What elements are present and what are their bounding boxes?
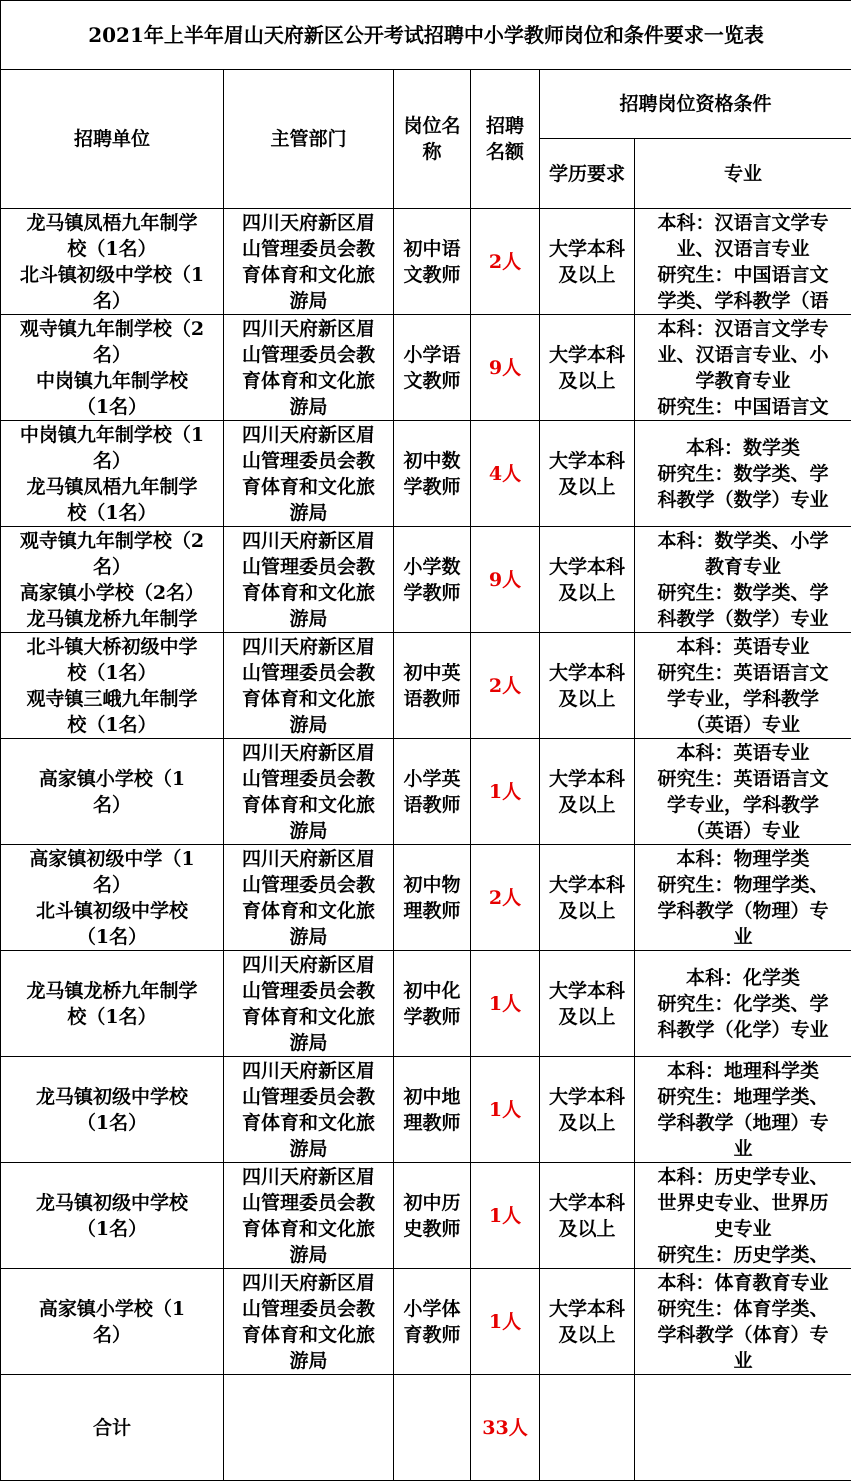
major-cell-line: 研究生：体育学类、 <box>635 1296 851 1322</box>
quota-cell <box>471 1163 540 1269</box>
unit-cell-line: 观寺镇九年制学校（2 <box>1 528 223 554</box>
education-cell-line: 及以上 <box>540 368 634 394</box>
unit-cell-line: （1名） <box>1 1110 223 1136</box>
education-cell-line: 大学本科 <box>540 872 634 898</box>
post-cell-line: 小学数 <box>394 554 470 580</box>
unit-cell-line: 高家镇小学校（2名） <box>1 580 223 606</box>
post-cell-line: 初中数 <box>394 448 470 474</box>
dept-cell-line: 山管理委员会教 <box>224 1296 393 1322</box>
education-cell-line: 及以上 <box>540 792 634 818</box>
major-cell-line: （英语）专业 <box>635 712 851 738</box>
education-cell-line: 及以上 <box>540 1004 634 1030</box>
education-cell-line: 大学本科 <box>540 236 634 262</box>
major-cell-line: 本科：物理学类 <box>635 846 851 872</box>
post-cell-line: 语教师 <box>394 792 470 818</box>
table-row <box>1 739 851 845</box>
dept-cell-line: 山管理委员会教 <box>224 978 393 1004</box>
dept-cell-line: 游局 <box>224 818 393 844</box>
education-cell-line: 及以上 <box>540 686 634 712</box>
dept-cell-line: 山管理委员会教 <box>224 342 393 368</box>
post-cell-line: 初中英 <box>394 660 470 686</box>
unit-cell-line: 校（1名） <box>1 236 223 262</box>
post-cell-line: 文教师 <box>394 368 470 394</box>
table-row <box>1 951 851 1057</box>
dept-cell <box>224 527 394 633</box>
unit-cell-line: 中岗镇九年制学校（1 <box>1 422 223 448</box>
dept-cell <box>224 633 394 739</box>
major-cell <box>635 739 851 845</box>
post-cell <box>394 951 471 1057</box>
quota-cell-value: 1人 <box>471 991 539 1017</box>
table-row <box>1 315 851 421</box>
major-cell-line: 研究生：物理学类、 <box>635 872 851 898</box>
unit-cell-line: 龙马镇龙桥九年制学 <box>1 978 223 1004</box>
post-cell <box>394 739 471 845</box>
dept-cell-line: 四川天府新区眉 <box>224 316 393 342</box>
quota-cell-value: 2人 <box>471 249 539 275</box>
major-cell-line: 研究生：地理学类、 <box>635 1084 851 1110</box>
dept-cell-line: 育体育和文化旅 <box>224 686 393 712</box>
dept-cell-line: 四川天府新区眉 <box>224 210 393 236</box>
dept-cell-line: 育体育和文化旅 <box>224 474 393 500</box>
education-cell-line: 大学本科 <box>540 660 634 686</box>
post-cell <box>394 633 471 739</box>
major-cell-line: 学教育专业 <box>635 368 851 394</box>
major-cell-line: 教育专业 <box>635 554 851 580</box>
quota-cell-value: 1人 <box>471 1309 539 1335</box>
total-quota: 33人 <box>471 1375 540 1481</box>
major-cell <box>635 527 851 633</box>
education-cell <box>540 315 635 421</box>
post-cell <box>394 1163 471 1269</box>
dept-cell <box>224 951 394 1057</box>
dept-cell-line: 四川天府新区眉 <box>224 1164 393 1190</box>
education-cell-line: 及以上 <box>540 580 634 606</box>
major-cell-line: 研究生：英语语言文 <box>635 766 851 792</box>
dept-cell-line: 育体育和文化旅 <box>224 792 393 818</box>
dept-cell-line: 四川天府新区眉 <box>224 528 393 554</box>
major-cell <box>635 1163 851 1269</box>
unit-cell <box>1 1269 224 1375</box>
unit-cell-line: 龙马镇龙桥九年制学 <box>1 606 223 632</box>
dept-cell-line: 山管理委员会教 <box>224 554 393 580</box>
education-cell <box>540 633 635 739</box>
unit-cell-line: 高家镇初级中学（1 <box>1 846 223 872</box>
page-title: 2021年上半年眉山天府新区公开考试招聘中小学教师岗位和条件要求一览表 <box>1 1 851 70</box>
dept-cell-line: 山管理委员会教 <box>224 1084 393 1110</box>
quota-cell-value: 4人 <box>471 461 539 487</box>
post-cell-line: 学教师 <box>394 580 470 606</box>
education-cell-line: 及以上 <box>540 1322 634 1348</box>
unit-cell <box>1 421 224 527</box>
dept-cell-line: 育体育和文化旅 <box>224 1110 393 1136</box>
dept-cell <box>224 315 394 421</box>
header-conditions: 招聘岗位资格条件 <box>540 70 851 139</box>
quota-cell <box>471 1269 540 1375</box>
quota-cell-value: 9人 <box>471 355 539 381</box>
unit-cell <box>1 845 224 951</box>
post-cell-line: 小学英 <box>394 766 470 792</box>
quota-cell <box>471 739 540 845</box>
quota-cell <box>471 633 540 739</box>
quota-cell-value: 2人 <box>471 885 539 911</box>
quota-cell-value: 1人 <box>471 779 539 805</box>
major-cell-line: 学科教学（地理）专 <box>635 1110 851 1136</box>
education-cell-line: 及以上 <box>540 1216 634 1242</box>
dept-cell-line: 游局 <box>224 1030 393 1056</box>
dept-cell-line: 山管理委员会教 <box>224 660 393 686</box>
unit-cell-line: 观寺镇三峨九年制学 <box>1 686 223 712</box>
table-row <box>1 1269 851 1375</box>
table-row <box>1 1163 851 1269</box>
post-cell-line: 育教师 <box>394 1322 470 1348</box>
header-post-line: 岗位名 <box>394 113 470 139</box>
unit-cell <box>1 1163 224 1269</box>
dept-cell <box>224 209 394 315</box>
dept-cell-line: 山管理委员会教 <box>224 1190 393 1216</box>
post-cell-line: 文教师 <box>394 262 470 288</box>
header-quota-line: 招聘 <box>471 113 539 139</box>
unit-cell-line: 名） <box>1 554 223 580</box>
unit-cell-line: 龙马镇凤梧九年制学 <box>1 474 223 500</box>
quota-cell <box>471 1057 540 1163</box>
table-row <box>1 1057 851 1163</box>
education-cell-line: 及以上 <box>540 262 634 288</box>
post-cell-line: 初中化 <box>394 978 470 1004</box>
education-cell <box>540 421 635 527</box>
education-cell <box>540 1163 635 1269</box>
major-cell-line: 业 <box>635 924 851 950</box>
major-cell-line: 业、汉语言专业、小 <box>635 342 851 368</box>
dept-cell-line: 育体育和文化旅 <box>224 1004 393 1030</box>
major-cell-line: 研究生：数学类、学 <box>635 580 851 606</box>
major-cell-line: 本科：体育教育专业 <box>635 1270 851 1296</box>
major-cell-line: 研究生：历史学类、 <box>635 1242 851 1268</box>
dept-cell-line: 四川天府新区眉 <box>224 634 393 660</box>
dept-cell-line: 育体育和文化旅 <box>224 580 393 606</box>
education-cell <box>540 1269 635 1375</box>
dept-cell-line: 四川天府新区眉 <box>224 740 393 766</box>
major-cell <box>635 1269 851 1375</box>
major-cell-line: 业 <box>635 1348 851 1374</box>
major-cell <box>635 209 851 315</box>
major-cell-line: 本科：历史学专业、 <box>635 1164 851 1190</box>
header-education: 学历要求 <box>540 139 635 209</box>
dept-cell-line: 育体育和文化旅 <box>224 368 393 394</box>
unit-cell <box>1 739 224 845</box>
unit-cell-line: 名） <box>1 288 223 314</box>
major-cell-line: 研究生：英语语言文 <box>635 660 851 686</box>
header-quota-line: 名额 <box>471 139 539 165</box>
post-cell <box>394 209 471 315</box>
unit-cell-line: 名） <box>1 342 223 368</box>
unit-cell <box>1 209 224 315</box>
post-cell-line: 语教师 <box>394 686 470 712</box>
unit-cell-line: 校（1名） <box>1 1004 223 1030</box>
major-cell-line: 世界史专业、世界历 <box>635 1190 851 1216</box>
education-cell-line: 大学本科 <box>540 448 634 474</box>
major-cell <box>635 845 851 951</box>
dept-cell-line: 游局 <box>224 500 393 526</box>
post-cell-line: 学教师 <box>394 1004 470 1030</box>
unit-cell <box>1 951 224 1057</box>
table-row <box>1 421 851 527</box>
unit-cell-line: 龙马镇凤梧九年制学 <box>1 210 223 236</box>
major-cell-line: 学科教学（物理）专 <box>635 898 851 924</box>
education-cell <box>540 951 635 1057</box>
unit-cell-line: 校（1名） <box>1 660 223 686</box>
dept-cell <box>224 1057 394 1163</box>
post-cell-line: 小学体 <box>394 1296 470 1322</box>
dept-cell-line: 山管理委员会教 <box>224 236 393 262</box>
dept-cell <box>224 421 394 527</box>
unit-cell-line: 名） <box>1 448 223 474</box>
education-cell-line: 大学本科 <box>540 554 634 580</box>
dept-cell-line: 游局 <box>224 1348 393 1374</box>
header-post-line: 称 <box>394 139 470 165</box>
post-cell-line: 初中语 <box>394 236 470 262</box>
education-cell-line: 大学本科 <box>540 766 634 792</box>
dept-cell-line: 育体育和文化旅 <box>224 262 393 288</box>
major-cell-line: 研究生：中国语言文 <box>635 262 851 288</box>
unit-cell-line: 中岗镇九年制学校 <box>1 368 223 394</box>
major-cell-line: 科教学（数学）专业 <box>635 487 851 513</box>
major-cell-line: 本科：数学类 <box>635 435 851 461</box>
table-row <box>1 633 851 739</box>
quota-cell-value: 9人 <box>471 567 539 593</box>
unit-cell-line: 名） <box>1 792 223 818</box>
quota-cell <box>471 315 540 421</box>
major-cell <box>635 421 851 527</box>
major-cell-line: 学专业，学科教学 <box>635 686 851 712</box>
quota-cell-value: 2人 <box>471 673 539 699</box>
post-cell-line: 学教师 <box>394 474 470 500</box>
major-cell-line: 本科：英语专业 <box>635 634 851 660</box>
dept-cell-line: 游局 <box>224 394 393 420</box>
education-cell-line: 及以上 <box>540 474 634 500</box>
education-cell-line: 大学本科 <box>540 342 634 368</box>
post-cell-line: 初中历 <box>394 1190 470 1216</box>
major-cell <box>635 315 851 421</box>
major-cell-line: 本科：化学类 <box>635 965 851 991</box>
dept-cell-line: 山管理委员会教 <box>224 766 393 792</box>
unit-cell-line: （1名） <box>1 1216 223 1242</box>
major-cell-line: 本科：数学类、小学 <box>635 528 851 554</box>
major-cell <box>635 633 851 739</box>
education-cell <box>540 1057 635 1163</box>
unit-cell <box>1 633 224 739</box>
dept-cell <box>224 845 394 951</box>
dept-cell <box>224 1269 394 1375</box>
education-cell <box>540 209 635 315</box>
dept-cell-line: 育体育和文化旅 <box>224 1322 393 1348</box>
table-row <box>1 527 851 633</box>
major-cell-line: 本科：汉语言文学专 <box>635 316 851 342</box>
header-major: 专业 <box>635 139 851 209</box>
quota-cell <box>471 845 540 951</box>
education-cell-line: 大学本科 <box>540 1190 634 1216</box>
unit-cell <box>1 1057 224 1163</box>
dept-cell-line: 四川天府新区眉 <box>224 1270 393 1296</box>
education-cell-line: 大学本科 <box>540 978 634 1004</box>
unit-cell-line: 龙马镇初级中学校 <box>1 1190 223 1216</box>
major-cell-line: 本科：英语专业 <box>635 740 851 766</box>
unit-cell-line: 北斗镇初级中学校 <box>1 898 223 924</box>
dept-cell-line: 游局 <box>224 606 393 632</box>
post-cell-line: 初中地 <box>394 1084 470 1110</box>
major-cell-line: 本科：地理科学类 <box>635 1058 851 1084</box>
unit-cell-line: 校（1名） <box>1 712 223 738</box>
dept-cell-line: 四川天府新区眉 <box>224 952 393 978</box>
major-cell-line: 研究生：数学类、学 <box>635 461 851 487</box>
quota-cell <box>471 209 540 315</box>
post-cell <box>394 1269 471 1375</box>
unit-cell-line: 校（1名） <box>1 500 223 526</box>
unit-cell-line: 观寺镇九年制学校（2 <box>1 316 223 342</box>
dept-cell-line: 育体育和文化旅 <box>224 1216 393 1242</box>
header-post <box>394 70 471 209</box>
dept-cell-line: 山管理委员会教 <box>224 872 393 898</box>
table-row <box>1 845 851 951</box>
quota-cell <box>471 527 540 633</box>
dept-cell-line: 山管理委员会教 <box>224 448 393 474</box>
dept-cell <box>224 739 394 845</box>
header-dept: 主管部门 <box>224 70 394 209</box>
major-cell-line: 学科教学（体育）专 <box>635 1322 851 1348</box>
dept-cell-line: 四川天府新区眉 <box>224 422 393 448</box>
dept-cell-line: 游局 <box>224 924 393 950</box>
dept-cell-line: 四川天府新区眉 <box>224 846 393 872</box>
dept-cell-line: 游局 <box>224 712 393 738</box>
major-cell-line: 业 <box>635 1136 851 1162</box>
major-cell-line: 研究生：化学类、学 <box>635 991 851 1017</box>
unit-cell-line: （1名） <box>1 394 223 420</box>
post-cell <box>394 421 471 527</box>
post-cell <box>394 845 471 951</box>
major-cell-line: （英语）专业 <box>635 818 851 844</box>
dept-cell-line: 游局 <box>224 1242 393 1268</box>
post-cell <box>394 527 471 633</box>
total-empty-post <box>394 1375 471 1481</box>
major-cell-line: 学类、学科教学（语 <box>635 288 851 314</box>
quota-cell-value: 1人 <box>471 1097 539 1123</box>
quota-cell <box>471 421 540 527</box>
unit-cell <box>1 315 224 421</box>
quota-cell <box>471 951 540 1057</box>
unit-cell-line: 高家镇小学校（1 <box>1 766 223 792</box>
table-row <box>1 209 851 315</box>
total-empty-major <box>635 1375 851 1481</box>
total-row <box>1 1375 851 1481</box>
post-cell <box>394 315 471 421</box>
post-cell <box>394 1057 471 1163</box>
major-cell-line: 科教学（化学）专业 <box>635 1017 851 1043</box>
unit-cell-line: 名） <box>1 872 223 898</box>
education-cell <box>540 527 635 633</box>
major-cell-line: 本科：汉语言文学专 <box>635 210 851 236</box>
education-cell <box>540 845 635 951</box>
header-unit: 招聘单位 <box>1 70 224 209</box>
post-cell-line: 初中物 <box>394 872 470 898</box>
education-cell-line: 大学本科 <box>540 1296 634 1322</box>
quota-cell-value: 1人 <box>471 1203 539 1229</box>
education-cell-line: 大学本科 <box>540 1084 634 1110</box>
dept-cell-line: 四川天府新区眉 <box>224 1058 393 1084</box>
total-empty-edu <box>540 1375 635 1481</box>
education-cell <box>540 739 635 845</box>
dept-cell-line: 育体育和文化旅 <box>224 898 393 924</box>
total-empty-dept <box>224 1375 394 1481</box>
post-cell-line: 小学语 <box>394 342 470 368</box>
total-label: 合计 <box>1 1375 224 1481</box>
education-cell-line: 及以上 <box>540 898 634 924</box>
unit-cell-line: 北斗镇大桥初级中学 <box>1 634 223 660</box>
major-cell-line: 业、汉语言专业 <box>635 236 851 262</box>
unit-cell-line: （1名） <box>1 924 223 950</box>
post-cell-line: 理教师 <box>394 898 470 924</box>
dept-cell-line: 游局 <box>224 1136 393 1162</box>
unit-cell-line: 龙马镇初级中学校 <box>1 1084 223 1110</box>
major-cell <box>635 1057 851 1163</box>
header-quota <box>471 70 540 209</box>
major-cell-line: 学专业，学科教学 <box>635 792 851 818</box>
major-cell-line: 史专业 <box>635 1216 851 1242</box>
dept-cell-line: 游局 <box>224 288 393 314</box>
education-cell-line: 及以上 <box>540 1110 634 1136</box>
dept-cell <box>224 1163 394 1269</box>
major-cell-line: 科教学（数学）专业 <box>635 606 851 632</box>
unit-cell-line: 名） <box>1 1322 223 1348</box>
unit-cell-line: 北斗镇初级中学校（1 <box>1 262 223 288</box>
major-cell <box>635 951 851 1057</box>
post-cell-line: 史教师 <box>394 1216 470 1242</box>
unit-cell-line: 高家镇小学校（1 <box>1 1296 223 1322</box>
unit-cell <box>1 527 224 633</box>
post-cell-line: 理教师 <box>394 1110 470 1136</box>
major-cell-line: 研究生：中国语言文 <box>635 394 851 420</box>
